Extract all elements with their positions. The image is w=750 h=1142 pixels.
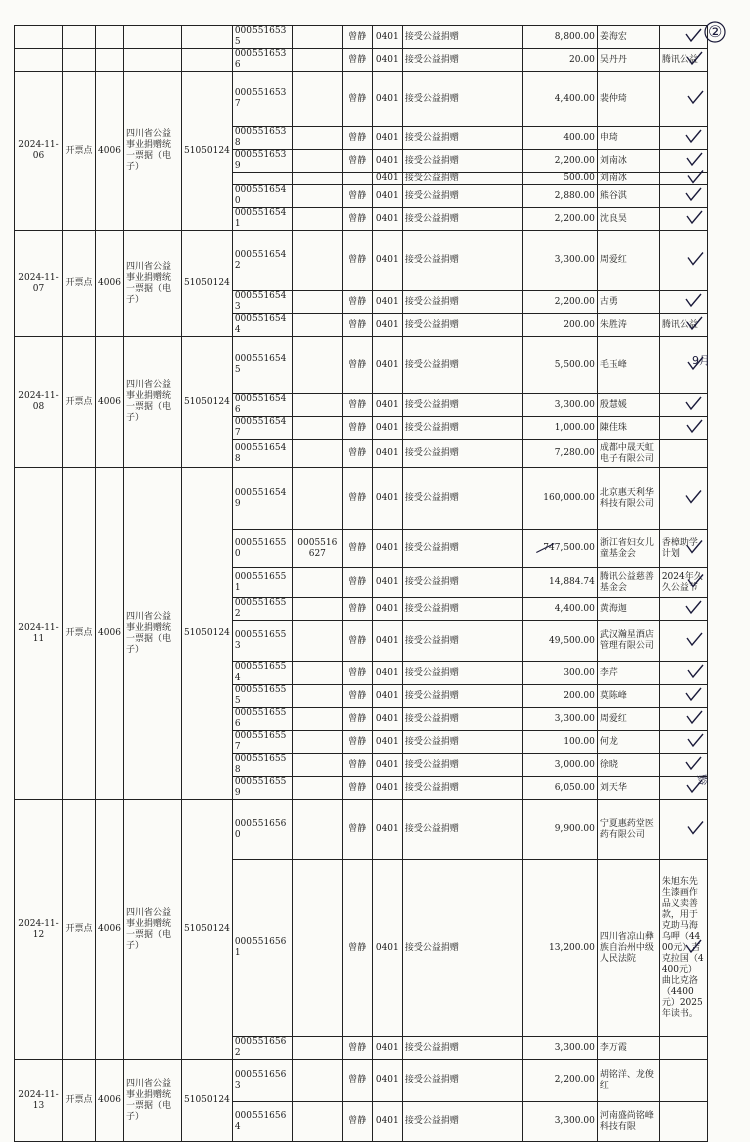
cell-donor: 吴丹丹 — [597, 49, 659, 72]
cell-category: 四川省公益事业捐赠统一票据（电子） — [124, 337, 182, 468]
cell-series — [182, 26, 233, 49]
cell-note — [659, 208, 707, 231]
cell-series: 51050124 — [182, 337, 233, 468]
cell-note: 腾讯公益 — [659, 49, 707, 72]
cell-account: 0401 — [372, 1037, 402, 1060]
cell-amount: 300.00 — [522, 662, 597, 685]
cell-summary: 接受公益捐赠 — [402, 1037, 522, 1060]
cell-ref_no — [292, 150, 342, 173]
cell-category: 四川省公益事业捐赠统一票据（电子） — [124, 231, 182, 337]
table-row — [15, 337, 708, 394]
cell-receipt_no: 0005516542 — [232, 231, 292, 291]
cell-note — [659, 621, 707, 662]
cell-category: 四川省公益事业捐赠统一票据（电子） — [124, 468, 182, 800]
cell-summary: 接受公益捐赠 — [402, 754, 522, 777]
cell-receipt_no: 0005516548 — [232, 440, 292, 468]
cell-summary: 接受公益捐赠 — [402, 185, 522, 208]
cell-ref_no — [292, 26, 342, 49]
cell-series — [182, 49, 233, 72]
handwritten-side-note: 黔 — [694, 773, 710, 787]
cell-receipt_no: 0005516561 — [232, 860, 292, 1037]
cell-note — [659, 1060, 707, 1102]
table-row — [15, 49, 708, 72]
cell-ref_no — [292, 72, 342, 127]
cell-ref_no — [292, 860, 342, 1037]
cell-amount: 5,500.00 — [522, 337, 597, 394]
cell-note: 2024年久久公益节 — [659, 568, 707, 598]
cell-type: 开票点 — [63, 231, 96, 337]
cell-ref_no — [292, 231, 342, 291]
cell-summary: 接受公益捐赠 — [402, 150, 522, 173]
cell-ref_no — [292, 731, 342, 754]
cell-amount: 2,880.00 — [522, 185, 597, 208]
table-row — [15, 26, 708, 49]
cell-account: 0401 — [372, 185, 402, 208]
cell-account: 0401 — [372, 26, 402, 49]
cell-handler: 曾静 — [342, 662, 372, 685]
cell-donor: 周爱红 — [597, 708, 659, 731]
cell-type: 开票点 — [63, 800, 96, 1060]
cell-receipt_no: 0005516559 — [232, 777, 292, 800]
table-row — [15, 800, 708, 860]
cell-account: 0401 — [372, 530, 402, 568]
cell-receipt_no: 0005516538 — [232, 127, 292, 150]
cell-amount: 20.00 — [522, 49, 597, 72]
donation-ledger-table — [14, 25, 708, 1142]
cell-receipt_no: 0005516535 — [232, 26, 292, 49]
cell-receipt_no: 0005516543 — [232, 291, 292, 314]
cell-date — [15, 49, 63, 72]
cell-amount: 14,884.74 — [522, 568, 597, 598]
cell-code: 4006 — [96, 72, 124, 231]
cell-summary: 接受公益捐赠 — [402, 231, 522, 291]
cell-donor: 裴仲琦 — [597, 72, 659, 127]
cell-ref_no — [292, 173, 342, 185]
cell-donor: 姜海宏 — [597, 26, 659, 49]
table-row — [15, 1060, 708, 1102]
cell-summary: 接受公益捐赠 — [402, 708, 522, 731]
cell-amount: 9,900.00 — [522, 800, 597, 860]
cell-summary: 接受公益捐赠 — [402, 1102, 522, 1142]
cell-note: 香樟助学计划 — [659, 530, 707, 568]
cell-handler: 曾静 — [342, 731, 372, 754]
cell-ref_no — [292, 1060, 342, 1102]
cell-amount: 500.00 — [522, 173, 597, 185]
cell-ref_no — [292, 685, 342, 708]
cell-donor: 古勇 — [597, 291, 659, 314]
cell-ref_no — [292, 1037, 342, 1060]
cell-account: 0401 — [372, 468, 402, 530]
cell-ref_no: 0005516627 — [292, 530, 342, 568]
cell-receipt_no: 0005516540 — [232, 185, 292, 208]
cell-account: 0401 — [372, 173, 402, 185]
cell-receipt_no: 0005516556 — [232, 708, 292, 731]
cell-date: 2024-11-13 — [15, 1060, 63, 1142]
cell-amount: 4,400.00 — [522, 72, 597, 127]
cell-handler: 曾静 — [342, 291, 372, 314]
cell-account: 0401 — [372, 598, 402, 621]
cell-donor: 北京惠天利华科技有限公司 — [597, 468, 659, 530]
cell-ref_no — [292, 468, 342, 530]
cell-handler: 曾静 — [342, 26, 372, 49]
cell-handler: 曾静 — [342, 314, 372, 337]
cell-amount: 200.00 — [522, 314, 597, 337]
cell-amount: 2,200.00 — [522, 1060, 597, 1102]
cell-account: 0401 — [372, 1060, 402, 1102]
cell-note — [659, 800, 707, 860]
cell-account: 0401 — [372, 685, 402, 708]
cell-handler: 曾静 — [342, 394, 372, 417]
table-row — [15, 231, 708, 291]
cell-note — [659, 26, 707, 49]
cell-handler: 曾静 — [342, 754, 372, 777]
cell-receipt_no: 0005516558 — [232, 754, 292, 777]
cell-donor: 四川省凉山彝族自治州中级人民法院 — [597, 860, 659, 1037]
cell-handler — [342, 173, 372, 185]
cell-handler: 曾静 — [342, 185, 372, 208]
cell-date — [15, 26, 63, 49]
cell-handler: 曾静 — [342, 598, 372, 621]
cell-ref_no — [292, 417, 342, 440]
cell-ref_no — [292, 621, 342, 662]
cell-code: 4006 — [96, 1060, 124, 1142]
cell-type: 开票点 — [63, 468, 96, 800]
cell-summary: 接受公益捐赠 — [402, 291, 522, 314]
cell-note — [659, 468, 707, 530]
cell-receipt_no: 0005516536 — [232, 49, 292, 72]
cell-note — [659, 598, 707, 621]
cell-account: 0401 — [372, 621, 402, 662]
cell-donor: 周爱红 — [597, 231, 659, 291]
cell-handler: 曾静 — [342, 49, 372, 72]
cell-date: 2024-11-11 — [15, 468, 63, 800]
cell-donor: 刘天华 — [597, 777, 659, 800]
cell-donor: 李万霞 — [597, 1037, 659, 1060]
cell-receipt_no: 0005516555 — [232, 685, 292, 708]
cell-amount: 8,800.00 — [522, 26, 597, 49]
cell-series: 51050124 — [182, 72, 233, 231]
cell-series: 51050124 — [182, 468, 233, 800]
cell-donor: 熊谷淇 — [597, 185, 659, 208]
cell-note — [659, 685, 707, 708]
cell-receipt_no: 0005516546 — [232, 394, 292, 417]
cell-type: 开票点 — [63, 1060, 96, 1142]
cell-code: 4006 — [96, 468, 124, 800]
cell-note — [659, 127, 707, 150]
cell-donor: 毛玉峰 — [597, 337, 659, 394]
cell-account: 0401 — [372, 1102, 402, 1142]
cell-handler: 曾静 — [342, 530, 372, 568]
cell-amount: 13,200.00 — [522, 860, 597, 1037]
cell-amount: 2,200.00 — [522, 150, 597, 173]
cell-amount: 160,000.00 — [522, 468, 597, 530]
cell-handler: 曾静 — [342, 708, 372, 731]
cell-ref_no — [292, 662, 342, 685]
cell-summary: 接受公益捐赠 — [402, 127, 522, 150]
cell-account: 0401 — [372, 754, 402, 777]
cell-account: 0401 — [372, 291, 402, 314]
cell-account: 0401 — [372, 708, 402, 731]
cell-amount: 3,300.00 — [522, 231, 597, 291]
cell-ref_no — [292, 777, 342, 800]
cell-account: 0401 — [372, 860, 402, 1037]
cell-summary: 接受公益捐赠 — [402, 49, 522, 72]
cell-series: 51050124 — [182, 800, 233, 1060]
cell-summary: 接受公益捐赠 — [402, 685, 522, 708]
cell-handler: 曾静 — [342, 208, 372, 231]
cell-summary: 接受公益捐赠 — [402, 860, 522, 1037]
cell-donor: 刘南冰 — [597, 150, 659, 173]
cell-ref_no — [292, 440, 342, 468]
cell-donor: 何龙 — [597, 731, 659, 754]
cell-account: 0401 — [372, 800, 402, 860]
cell-handler: 曾静 — [342, 777, 372, 800]
cell-account: 0401 — [372, 731, 402, 754]
cell-handler: 曾静 — [342, 1037, 372, 1060]
cell-receipt_no: 0005516564 — [232, 1102, 292, 1142]
cell-receipt_no: 0005516553 — [232, 621, 292, 662]
cell-summary: 接受公益捐赠 — [402, 440, 522, 468]
cell-account: 0401 — [372, 337, 402, 394]
cell-receipt_no: 0005516554 — [232, 662, 292, 685]
cell-handler: 曾静 — [342, 860, 372, 1037]
cell-ref_no — [292, 337, 342, 394]
cell-ref_no — [292, 291, 342, 314]
cell-receipt_no: 0005516545 — [232, 337, 292, 394]
cell-ref_no — [292, 708, 342, 731]
cell-amount: 3,300.00 — [522, 394, 597, 417]
cell-donor: 浙江省妇女儿童基金会 — [597, 530, 659, 568]
cell-donor: 刘南冰 — [597, 173, 659, 185]
cell-amount: 3,300.00 — [522, 708, 597, 731]
cell-handler: 曾静 — [342, 417, 372, 440]
cell-summary: 接受公益捐赠 — [402, 26, 522, 49]
cell-ref_no — [292, 127, 342, 150]
cell-ref_no — [292, 314, 342, 337]
cell-note — [659, 72, 707, 127]
cell-series: 51050124 — [182, 1060, 233, 1142]
cell-date: 2024-11-08 — [15, 337, 63, 468]
cell-summary: 接受公益捐赠 — [402, 662, 522, 685]
cell-ref_no — [292, 208, 342, 231]
cell-receipt_no: 0005516560 — [232, 800, 292, 860]
cell-date: 2024-11-07 — [15, 231, 63, 337]
cell-donor: 李芹 — [597, 662, 659, 685]
cell-date: 2024-11-12 — [15, 800, 63, 1060]
cell-account: 0401 — [372, 440, 402, 468]
cell-account: 0401 — [372, 568, 402, 598]
cell-note — [659, 185, 707, 208]
cell-summary: 接受公益捐赠 — [402, 568, 522, 598]
cell-note — [659, 1037, 707, 1060]
cell-receipt_no: 0005516557 — [232, 731, 292, 754]
cell-receipt_no: 0005516562 — [232, 1037, 292, 1060]
cell-ref_no — [292, 185, 342, 208]
cell-donor: 徐晓 — [597, 754, 659, 777]
cell-note — [659, 394, 707, 417]
cell-receipt_no: 0005516547 — [232, 417, 292, 440]
cell-category: 四川省公益事业捐赠统一票据（电子） — [124, 72, 182, 231]
cell-ref_no — [292, 1102, 342, 1142]
cell-receipt_no: 0005516563 — [232, 1060, 292, 1102]
cell-summary: 接受公益捐赠 — [402, 800, 522, 860]
cell-amount: 400.00 — [522, 127, 597, 150]
cell-account: 0401 — [372, 777, 402, 800]
cell-account: 0401 — [372, 208, 402, 231]
cell-handler: 曾静 — [342, 568, 372, 598]
cell-ref_no — [292, 598, 342, 621]
cell-donor: 陳佳珠 — [597, 417, 659, 440]
cell-receipt_no: 0005516549 — [232, 468, 292, 530]
cell-note: 朱旭东先生漆画作品义卖善款，用于克助马海乌呷（4400元）吉克拉国（4400元）曲比克洛（4400元）2025年读书。 — [659, 860, 707, 1037]
cell-summary: 接受公益捐赠 — [402, 173, 522, 185]
cell-summary: 接受公益捐赠 — [402, 731, 522, 754]
cell-summary: 接受公益捐赠 — [402, 337, 522, 394]
cell-receipt_no: 0005516552 — [232, 598, 292, 621]
cell-summary: 接受公益捐赠 — [402, 530, 522, 568]
cell-handler: 曾静 — [342, 1060, 372, 1102]
cell-category: 四川省公益事业捐赠统一票据（电子） — [124, 800, 182, 1060]
cell-handler: 曾静 — [342, 127, 372, 150]
cell-donor: 黄海迦 — [597, 598, 659, 621]
cell-amount: 6,050.00 — [522, 777, 597, 800]
cell-note — [659, 1102, 707, 1142]
cell-handler: 曾静 — [342, 1102, 372, 1142]
cell-note — [659, 731, 707, 754]
cell-summary: 接受公益捐赠 — [402, 621, 522, 662]
cell-amount: 1,000.00 — [522, 417, 597, 440]
cell-amount: 3,300.00 — [522, 1102, 597, 1142]
handwritten-date-note: 9月 — [692, 354, 710, 367]
cell-account: 0401 — [372, 394, 402, 417]
cell-account: 0401 — [372, 231, 402, 291]
cell-account: 0401 — [372, 49, 402, 72]
cell-code: 4006 — [96, 800, 124, 1060]
cell-account: 0401 — [372, 72, 402, 127]
cell-donor: 朱胜涛 — [597, 314, 659, 337]
cell-donor: 殷慧媛 — [597, 394, 659, 417]
cell-account: 0401 — [372, 662, 402, 685]
cell-receipt_no: 0005516539 — [232, 150, 292, 173]
cell-note — [659, 754, 707, 777]
cell-category — [124, 26, 182, 49]
cell-account: 0401 — [372, 150, 402, 173]
cell-handler: 曾静 — [342, 440, 372, 468]
cell-account: 0401 — [372, 314, 402, 337]
cell-handler: 曾静 — [342, 231, 372, 291]
cell-summary: 接受公益捐赠 — [402, 314, 522, 337]
cell-amount: 3,000.00 — [522, 754, 597, 777]
cell-receipt_no: 0005516551 — [232, 568, 292, 598]
cell-summary: 接受公益捐赠 — [402, 468, 522, 530]
cell-ref_no — [292, 394, 342, 417]
cell-donor: 宁夏惠药堂医药有限公司 — [597, 800, 659, 860]
cell-type: 开票点 — [63, 72, 96, 231]
cell-handler: 曾静 — [342, 685, 372, 708]
cell-category: 四川省公益事业捐赠统一票据（电子） — [124, 1060, 182, 1142]
cell-handler: 曾静 — [342, 72, 372, 127]
cell-amount: 2,200.00 — [522, 291, 597, 314]
cell-date: 2024-11-06 — [15, 72, 63, 231]
cell-code — [96, 26, 124, 49]
cell-category — [124, 49, 182, 72]
cell-donor: 成都中晟天虹电子有限公司 — [597, 440, 659, 468]
cell-donor: 武汉瀚星酒店管理有限公司 — [597, 621, 659, 662]
cell-summary: 接受公益捐赠 — [402, 1060, 522, 1102]
cell-receipt_no: 0005516541 — [232, 208, 292, 231]
cell-ref_no — [292, 800, 342, 860]
cell-note — [659, 231, 707, 291]
table-row — [15, 468, 708, 530]
cell-note — [659, 440, 707, 468]
cell-note — [659, 662, 707, 685]
cell-receipt_no: 0005516550 — [232, 530, 292, 568]
cell-amount: 3,300.00 — [522, 1037, 597, 1060]
cell-summary: 接受公益捐赠 — [402, 72, 522, 127]
cell-type: 开票点 — [63, 337, 96, 468]
cell-account: 0401 — [372, 417, 402, 440]
cell-ref_no — [292, 49, 342, 72]
cell-handler: 曾静 — [342, 621, 372, 662]
cell-code: 4006 — [96, 337, 124, 468]
table-row — [15, 72, 708, 127]
cell-type — [63, 26, 96, 49]
cell-type — [63, 49, 96, 72]
cell-summary: 接受公益捐赠 — [402, 777, 522, 800]
cell-amount: 200.00 — [522, 685, 597, 708]
cell-note — [659, 173, 707, 185]
cell-summary: 接受公益捐赠 — [402, 417, 522, 440]
cell-amount: 7,280.00 — [522, 440, 597, 468]
cell-amount: 747,500.00 — [522, 530, 597, 568]
cell-account: 0401 — [372, 127, 402, 150]
cell-amount: 49,500.00 — [522, 621, 597, 662]
cell-note — [659, 150, 707, 173]
cell-receipt_no — [232, 173, 292, 185]
cell-amount: 2,200.00 — [522, 208, 597, 231]
page-number-mark: ② — [708, 22, 723, 41]
cell-ref_no — [292, 754, 342, 777]
cell-handler: 曾静 — [342, 800, 372, 860]
cell-summary: 接受公益捐赠 — [402, 208, 522, 231]
cell-receipt_no: 0005516544 — [232, 314, 292, 337]
cell-code: 4006 — [96, 231, 124, 337]
cell-series: 51050124 — [182, 231, 233, 337]
cell-donor: 莫陈峰 — [597, 685, 659, 708]
cell-summary: 接受公益捐赠 — [402, 394, 522, 417]
cell-donor: 申琦 — [597, 127, 659, 150]
cell-handler: 曾静 — [342, 150, 372, 173]
cell-ref_no — [292, 568, 342, 598]
cell-note — [659, 291, 707, 314]
cell-note — [659, 708, 707, 731]
cell-note: 腾讯公益 — [659, 314, 707, 337]
cell-handler: 曾静 — [342, 337, 372, 394]
cell-amount: 4,400.00 — [522, 598, 597, 621]
cell-note — [659, 417, 707, 440]
cell-amount: 100.00 — [522, 731, 597, 754]
cell-handler: 曾静 — [342, 468, 372, 530]
cell-summary: 接受公益捐赠 — [402, 598, 522, 621]
cell-donor: 沈良昊 — [597, 208, 659, 231]
cell-donor: 河南盛尚铭峰科技有限 — [597, 1102, 659, 1142]
cell-donor: 胡铭洋、龙俊红 — [597, 1060, 659, 1102]
cell-donor: 腾讯公益慈善基金会 — [597, 568, 659, 598]
cell-receipt_no: 0005516537 — [232, 72, 292, 127]
cell-code — [96, 49, 124, 72]
